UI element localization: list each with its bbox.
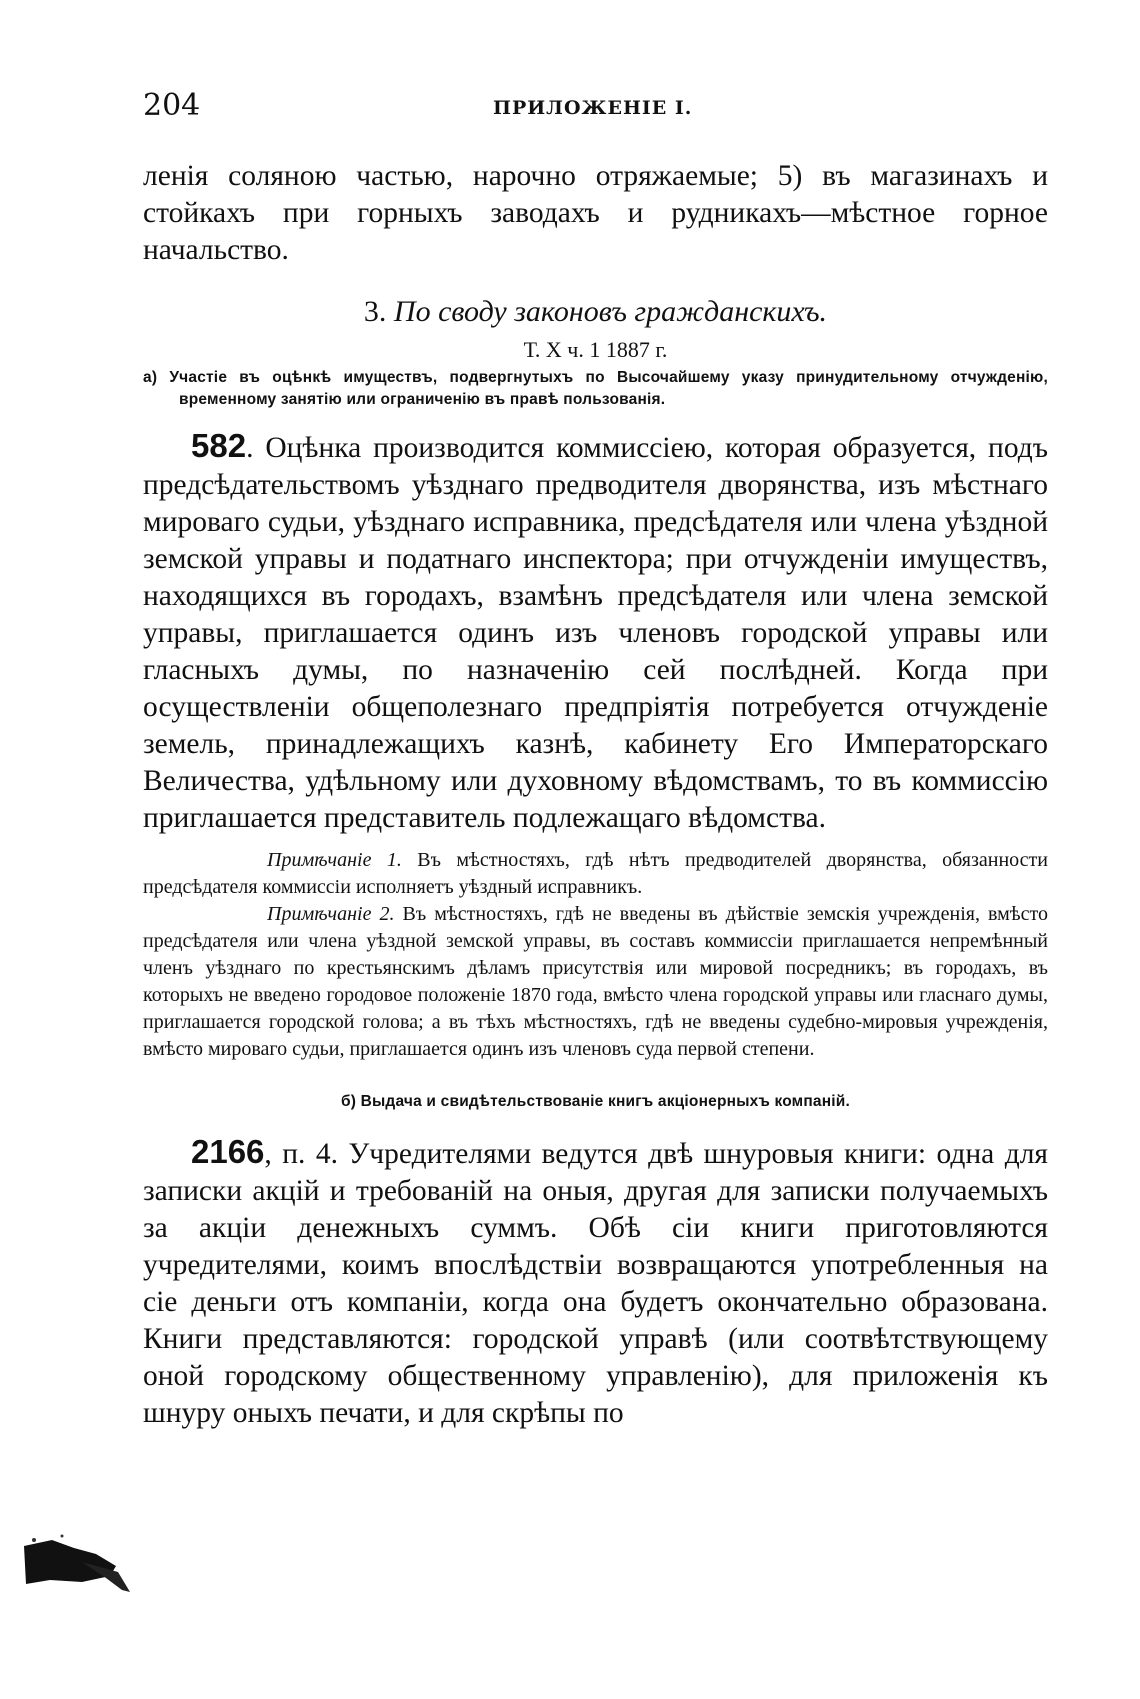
ink-smudge-icon [22,1532,132,1594]
book-page [143,88,1048,1432]
article-number: 582 [191,427,247,464]
section-title: По своду законовъ гражданскихъ. [393,295,828,328]
article-2166 [143,1133,1048,1432]
subsection-b-heading: б) Выдача и свидѣтельствованіе книгъ акціонерныхъ компаній. [340,1093,851,1110]
article-582 [143,427,1048,837]
section-number: 3. [363,295,387,328]
continuation-paragraph: ленія соляною частью, нарочно отряжаемые; 5) въ магазинахъ и стойкахъ при горныхъ заводахъ и рудникахъ—мѣстное горное начальство. [143,160,1048,266]
notes [143,847,1048,1063]
subsection-a-heading: а) Участіе въ оцѣнкѣ имуществъ, подвергнутыхъ по Высочайшему указу принудительному отчужденію, временному занятію или ограниченію въ правѣ пользованія. [143,369,1048,408]
note-1 [143,847,1048,901]
note-text: Въ мѣстностяхъ, гдѣ нѣтъ предводителей дворянства, обязанности предсѣдателя коммиссіи исполняетъ уѣздный исправникъ. [143,849,1048,898]
running-head [143,88,1048,128]
note-2 [143,901,1048,1063]
article-text: . Оцѣнка производится коммиссіею, которая образуется, подъ предсѣдательствомъ уѣзднаго предводителя дворянства, изъ мѣстнаго мироваго судьи, уѣзднаго исправника, предсѣдателя или члена уѣздной земской управы и податнаго инспектора; при отчужденіи имуществъ, находящихся въ городахъ, взамѣнъ предсѣдателя или члена земской управы, приглашается одинъ изъ членовъ городской управы или гласныхъ думы, по назначенію сей послѣдней. Когда при осуществленіи общеполезнаго предпріятія потребуется отчужденіе земель, принадлежащихъ казнѣ, кабинету Его Императорскаго Величества, удѣльному или духовному вѣдомствамъ, то въ коммиссію приглашается представитель подлежащаго вѣдомства. [143,432,1048,834]
section-heading [143,295,1048,329]
note-label: Примѣчаніе 2. [267,903,395,925]
article-text: , п. 4. Учредителями ведутся двѣ шнуровыя книги: одна для записки акцій и требованій на оныя, другая для записки получаемыхъ за акціи денежныхъ суммъ. Обѣ сіи книги приготовляются учредителями, коимъ впослѣдствіи возвращаются употребленныя на сіе деньги отъ компаніи, когда она будетъ окончательно образована. Книги представляются: городской управѣ (или соотвѣтствующему оной городскому общественному управленію), для приложенія къ шнуру оныхъ печати, и для скрѣпы по [143,1138,1048,1429]
page-number: 204 [143,88,201,123]
running-title: ПРИЛОЖЕНІЕ I. [493,97,693,119]
article-number: 2166 [191,1133,265,1170]
note-text: Въ мѣстностяхъ, гдѣ не введены въ дѣйствіе земскія учрежденія, вмѣсто предсѣдателя или члена уѣздной земской управы, въ составъ коммиссіи приглашается непремѣнный членъ уѣзднаго по крестьянскимъ дѣламъ присутствія или мировой посредникъ; въ городахъ, въ которыхъ не введено городовое положеніе 1870 года, вмѣсто члена городской управы или гласнаго думы, приглашается городской голова; а въ тѣхъ мѣстностяхъ, гдѣ не введены судебно-мировыя учрежденія, вмѣсто мироваго судьи, приглашается одинъ изъ членовъ суда первой степени. [143,903,1048,1060]
note-label: Примѣчаніе 1. [267,849,402,871]
volume-reference: Т. X ч. 1 1887 г. [523,337,668,362]
